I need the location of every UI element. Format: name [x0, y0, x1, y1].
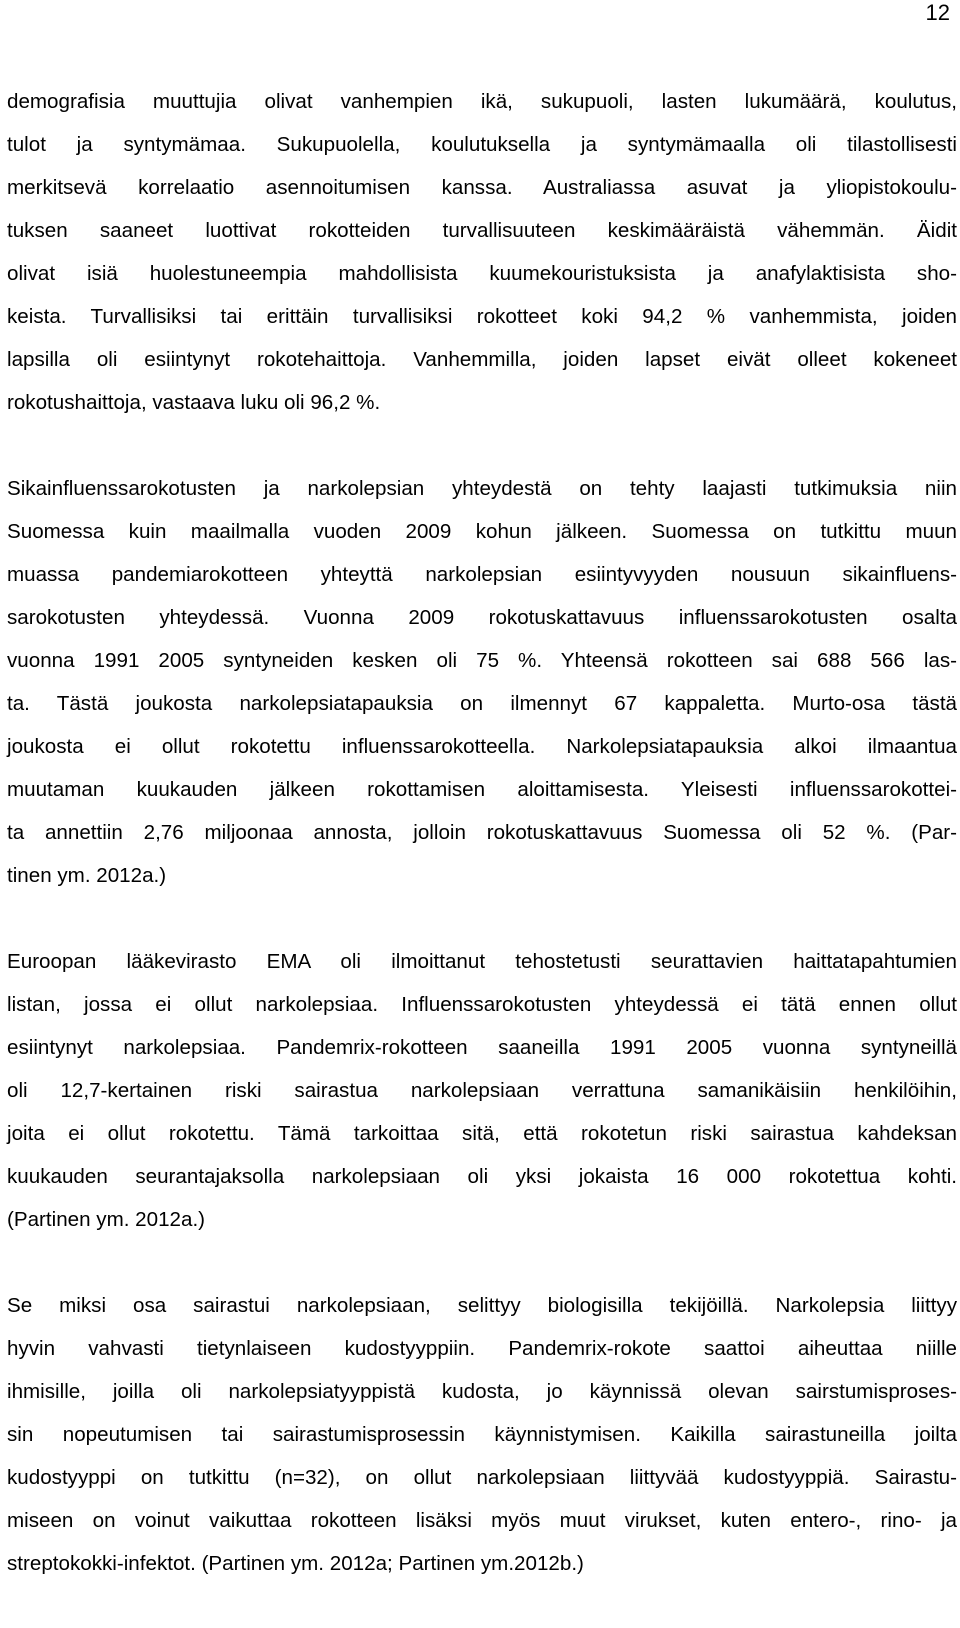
- text-line: kuukauden seurantajaksolla narkolepsiaan oli yksi jokaista 16 000 rokotettua kohti.: [7, 1165, 957, 1188]
- text-line: sarokotusten yhteydessä. Vuonna 2009 rokotuskattavuus influenssarokotusten osalta: [7, 606, 957, 629]
- text-line: streptokokki-infektot. (Partinen ym. 2012a; Partinen ym.2012b.): [7, 1552, 584, 1575]
- text-line: Se miksi osa sairastui narkolepsiaan, selittyy biologisilla tekijöillä. Narkolepsia liittyy: [7, 1294, 957, 1317]
- text-line: tinen ym. 2012a.): [7, 864, 167, 887]
- text-line: (Partinen ym. 2012a.): [7, 1208, 206, 1231]
- text-line: rokotushaittoja, vastaava luku oli 96,2 %.: [7, 391, 381, 414]
- text-line: oli 12,7-kertainen riski sairastua narkolepsiaan verrattuna samanikäisiin henkilöihin,: [7, 1079, 957, 1102]
- text-line: ta. Tästä joukosta narkolepsiatapauksia on ilmennyt 67 kappaletta. Murto-osa tästä: [7, 692, 957, 715]
- text-line: esiintynyt narkolepsiaa. Pandemrix-rokotteen saaneilla 1991 2005 vuonna syntyneillä: [7, 1036, 957, 1059]
- text-line: hyvin vahvasti tietynlaiseen kudostyyppiin. Pandemrix-rokote saattoi aiheuttaa niille: [7, 1337, 957, 1360]
- text-line: kudostyyppi on tutkittu (n=32), on ollut narkolepsiaan liittyvää kudostyyppiä. Sairastu-: [7, 1466, 957, 1489]
- page-number: 12: [925, 0, 950, 25]
- text-line: Suomessa kuin maailmalla vuoden 2009 kohun jälkeen. Suomessa on tutkittu muun: [7, 520, 957, 543]
- text-line: olivat isiä huolestuneempia mahdollisista kuumekouristuksista ja anafylaktisista sho-: [7, 262, 957, 285]
- text-line: tulot ja syntymämaa. Sukupuolella, koulutuksella ja syntymämaalla oli tilastollisesti: [7, 133, 957, 156]
- text-line: merkitsevä korrelaatio asennoitumisen kanssa. Australiassa asuvat ja yliopistokoulu-: [7, 176, 957, 199]
- text-line: joita ei ollut rokotettu. Tämä tarkoittaa sitä, että rokotetun riski sairastua kahdeksan: [7, 1122, 957, 1145]
- text-line: miseen on voinut vaikuttaa rokotteen lisäksi myös muut virukset, kuten entero-, rino- ja: [7, 1509, 957, 1532]
- body-text: [7, 80, 957, 1628]
- text-line: joukosta ei ollut rokotettu influenssarokotteella. Narkolepsiatapauksia alkoi ilmaantua: [7, 735, 957, 758]
- text-line: demografisia muuttujia olivat vanhempien ikä, sukupuoli, lasten lukumäärä, koulutus,: [7, 90, 957, 113]
- text-line: Euroopan lääkevirasto EMA oli ilmoittanut tehostetusti seurattavien haittatapahtumien: [7, 950, 957, 973]
- paragraph: [7, 80, 957, 424]
- text-line: lapsilla oli esiintynyt rokotehaittoja. Vanhemmilla, joiden lapset eivät olleet kokeneet: [7, 348, 957, 371]
- text-line: keista. Turvallisiksi tai erittäin turvallisiksi rokotteet koki 94,2 % vanhemmista, joiden: [7, 305, 957, 328]
- text-line: tuksen saaneet luottivat rokotteiden turvallisuuteen keskimääräistä vähemmän. Äidit: [7, 219, 957, 242]
- text-line: ta annettiin 2,76 miljoonaa annosta, jolloin rokotuskattavuus Suomessa oli 52 %. (Par-: [7, 821, 957, 844]
- text-line: Sikainfluenssarokotusten ja narkolepsian yhteydestä on tehty laajasti tutkimuksia niin: [7, 477, 957, 500]
- paragraph: [7, 1284, 957, 1585]
- text-line: ihmisille, joilla oli narkolepsiatyyppistä kudosta, jo käynnissä olevan sairstumisproses-: [7, 1380, 957, 1403]
- text-line: vuonna 1991 2005 syntyneiden kesken oli 75 %. Yhteensä rokotteen sai 688 566 las-: [7, 649, 957, 672]
- text-line: listan, jossa ei ollut narkolepsiaa. Influenssarokotusten yhteydessä ei tätä ennen ollut: [7, 993, 957, 1016]
- text-line: sin nopeutumisen tai sairastumisprosessin käynnistymisen. Kaikilla sairastuneilla joilta: [7, 1423, 957, 1446]
- paragraph: [7, 467, 957, 897]
- text-line: muutaman kuukauden jälkeen rokottamisen aloittamisesta. Yleisesti influenssarokottei-: [7, 778, 957, 801]
- text-line: muassa pandemiarokotteen yhteyttä narkolepsian esiintyvyyden nousuun sikainfluens-: [7, 563, 957, 586]
- paragraph: [7, 940, 957, 1241]
